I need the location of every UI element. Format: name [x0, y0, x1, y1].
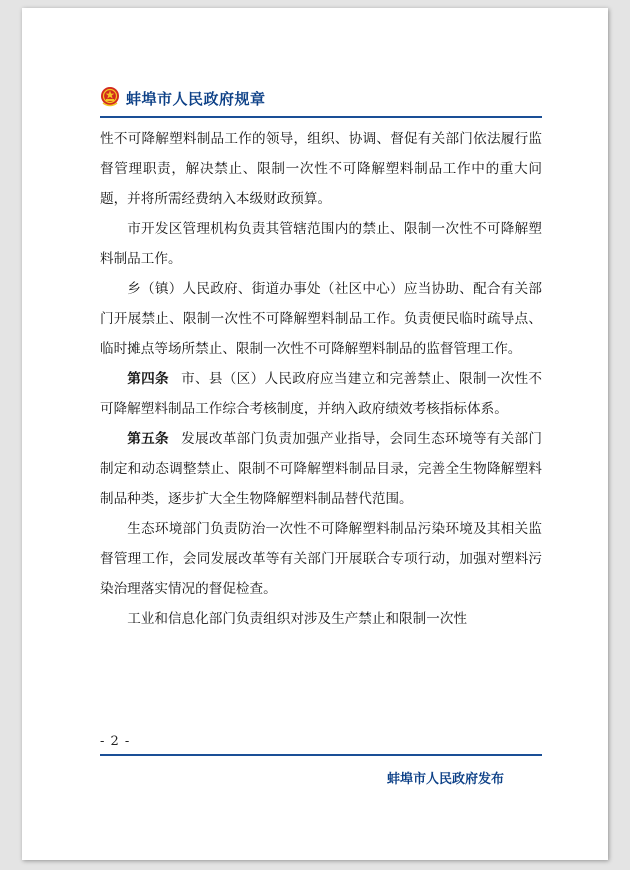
article-5	[100, 424, 542, 514]
header-divider	[100, 116, 542, 118]
page-header	[100, 84, 542, 116]
footer-divider	[100, 754, 542, 756]
footer-publisher: 蚌埠市人民政府发布	[386, 772, 504, 787]
document-body	[100, 124, 542, 634]
paragraph-ecology: 生态环境部门负责防治一次性不可降解塑料制品污染环境及其相关监督管理工作，会同发展改革等有关部门开展联合专项行动，加强对塑料污染治理落实情况的督促检查。	[100, 521, 542, 597]
article-4-label: 第四条	[127, 371, 169, 387]
page-number: - 2 -	[100, 734, 131, 749]
article-4	[100, 364, 542, 424]
paragraph-development-zone: 市开发区管理机构负责其管辖范围内的禁止、限制一次性不可降解塑料制品工作。	[100, 221, 542, 267]
article-4-text: 市、县（区）人民政府应当建立和完善禁止、限制一次性不可降解塑料制品工作综合考核制度，并纳入政府绩效考核指标体系。	[100, 371, 543, 417]
article-5-text: 发展改革部门负责加强产业指导，会同生态环境等有关部门制定和动态调整禁止、限制不可降解塑料制品目录，完善全生物降解塑料制品种类，逐步扩大全生物降解塑料制品替代范围。	[100, 431, 543, 507]
article-5-label: 第五条	[127, 431, 169, 447]
national-emblem-icon	[100, 86, 120, 108]
paragraph-continuation: 性不可降解塑料制品工作的领导，组织、协调、督促有关部门依法履行监督管理职责，解决禁止、限制一次性不可降解塑料制品工作中的重大问题，并将所需经费纳入本级财政预算。	[100, 131, 542, 207]
header-title: 蚌埠市人民政府规章	[126, 90, 266, 108]
document-page	[22, 8, 608, 860]
paragraph-industry: 工业和信息化部门负责组织对涉及生产禁止和限制一次性	[127, 611, 468, 627]
paragraph-township: 乡（镇）人民政府、街道办事处（社区中心）应当协助、配合有关部门开展禁止、限制一次性不可降解塑料制品工作。负责便民临时疏导点、临时摊点等场所禁止、限制一次性不可降解塑料制品的监督管理工作。	[100, 281, 542, 357]
